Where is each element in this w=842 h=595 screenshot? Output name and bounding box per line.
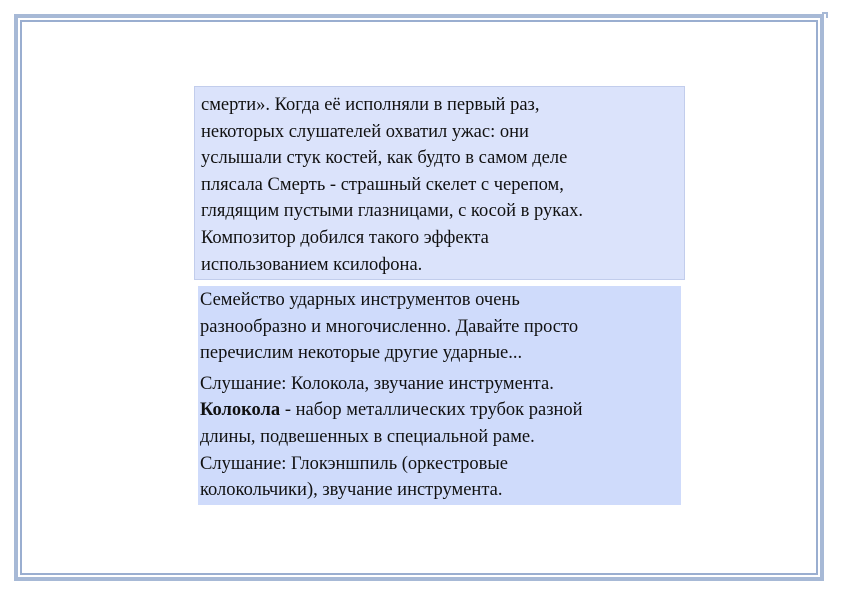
slide-frame-corner	[822, 12, 828, 18]
text-line: глядящим пустыми глазницами, с косой в руках.	[201, 201, 584, 222]
text-line: Семейство ударных инструментов очень	[200, 290, 520, 310]
text-box-percussion	[198, 286, 681, 505]
term-bells-definition: - набор металлических трубок разной	[280, 400, 583, 421]
text-line: Композитор добился такого эффекта	[201, 227, 489, 248]
text-line: Слушание: Колокола, звучание инструмента.	[200, 373, 554, 394]
text-line: разнообразно и многочисленно. Давайте просто	[200, 316, 579, 337]
text-line: услышали стук костей, как будто в самом деле	[201, 148, 568, 169]
text-line: колокольчики), звучание инструмента.	[200, 480, 503, 501]
paragraph-bells	[200, 371, 678, 504]
text-line: смерти». Когда её исполняли в первый раз,	[201, 95, 540, 115]
text-line: использованием ксилофона.	[201, 254, 423, 275]
text-line: некоторых слушателей охватил ужас: они	[201, 121, 529, 142]
term-bells: Колокола	[200, 400, 281, 421]
paragraph-percussion-family	[200, 287, 678, 367]
text-line: Слушание: Глокэншпиль (оркестровые	[200, 453, 509, 474]
text-line: длины, подвешенных в специальной раме.	[200, 426, 535, 447]
text-line	[200, 397, 678, 424]
text-line: перечислим некоторые другие ударные...	[200, 343, 523, 364]
text-line: плясала Смерть - страшный скелет с черепом,	[201, 174, 564, 195]
text-box-xylophone	[194, 86, 685, 280]
